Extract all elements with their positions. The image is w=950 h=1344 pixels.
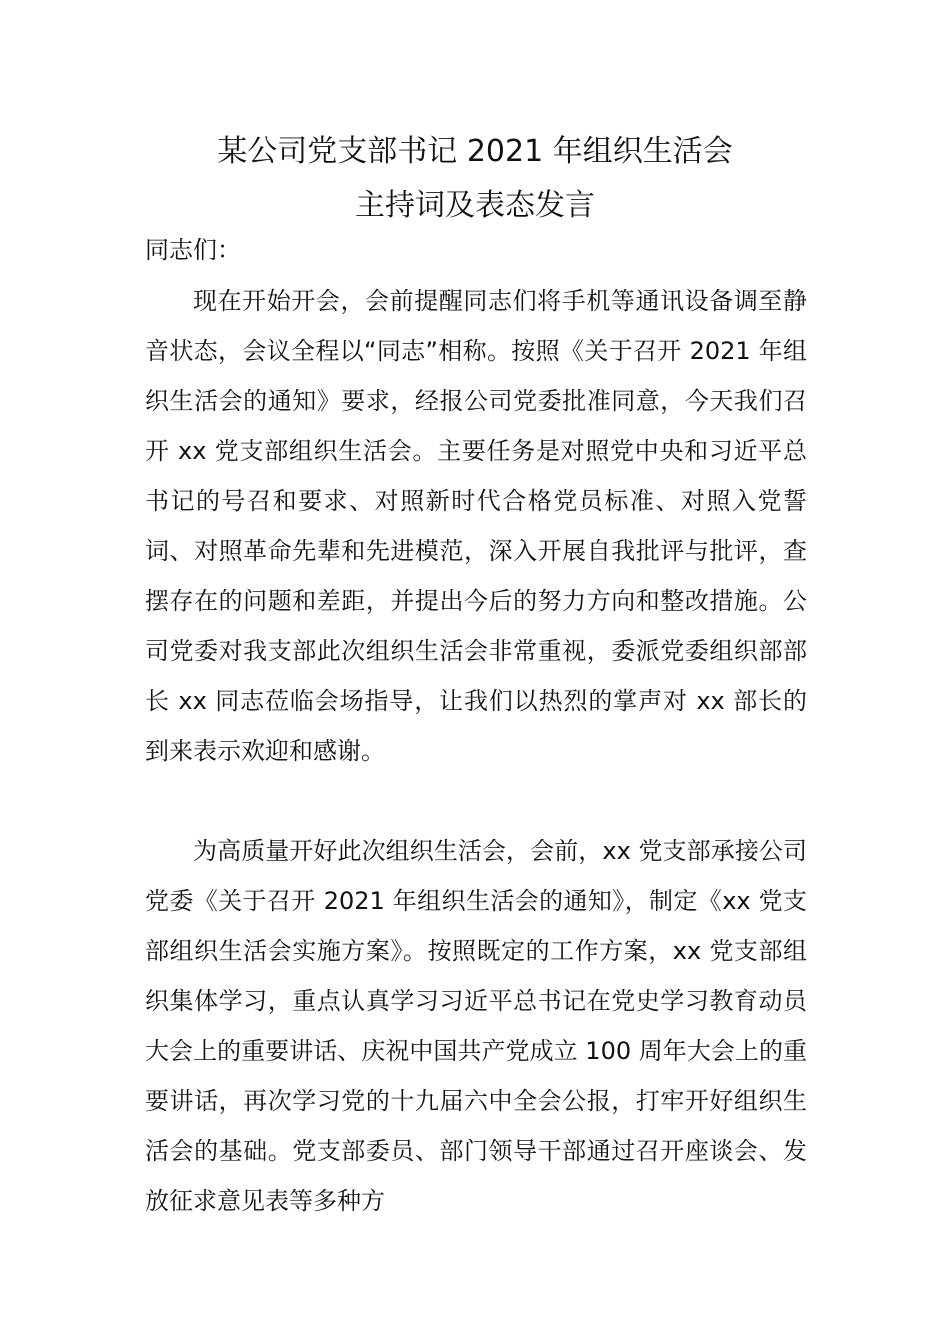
- salutation: 同志们：: [145, 236, 241, 264]
- paragraph-2-container: [145, 826, 807, 1226]
- document-title-line-2: 主持词及表态发言: [355, 188, 595, 223]
- paragraph-1-container: [145, 276, 807, 776]
- document-title-line-1: 某公司党支部书记 2021 年组织生活会: [217, 134, 733, 169]
- paragraph-1: 现在开始开会，会前提醒同志们将手机等通讯设备调至静音状态，会议全程以“同志”相称。按照《关于召开 2021 年组织生活会的通知》要求，经报公司党委批准同意，今天我们召开 xx 党支部组织生活会。主要任务是对照党中央和习近平总书记的号召和要求、对照新时代合格党员标准、对照入党誓词、对照革命先辈和先进模范，深入开展自我批评与批评，查摆存在的问题和差距，并提出今后的努力方向和整改措施。公司党委对我支部此次组织生活会非常重视，委派党委组织部部长 xx 同志莅临会场指导，让我们以热烈的掌声对 xx 部长的到来表示欢迎和感谢。: [145, 287, 807, 765]
- paragraph-2: 为高质量开好此次组织生活会，会前，xx 党支部承接公司党委《关于召开 2021 年组织生活会的通知》，制定《xx 党支部组织生活会实施方案》。按照既定的工作方案，xx 党支部组织集体学习，重点认真学习习近平总书记在党史学习教育动员大会上的重要讲话、庆祝中国共产党成立 100 周年大会上的重要讲话，再次学习党的十九届六中全会公报，打牢开好组织生活会的基础。党支部委员、部门领导干部通过召开座谈会、发放征求意见表等多种方: [145, 837, 807, 1215]
